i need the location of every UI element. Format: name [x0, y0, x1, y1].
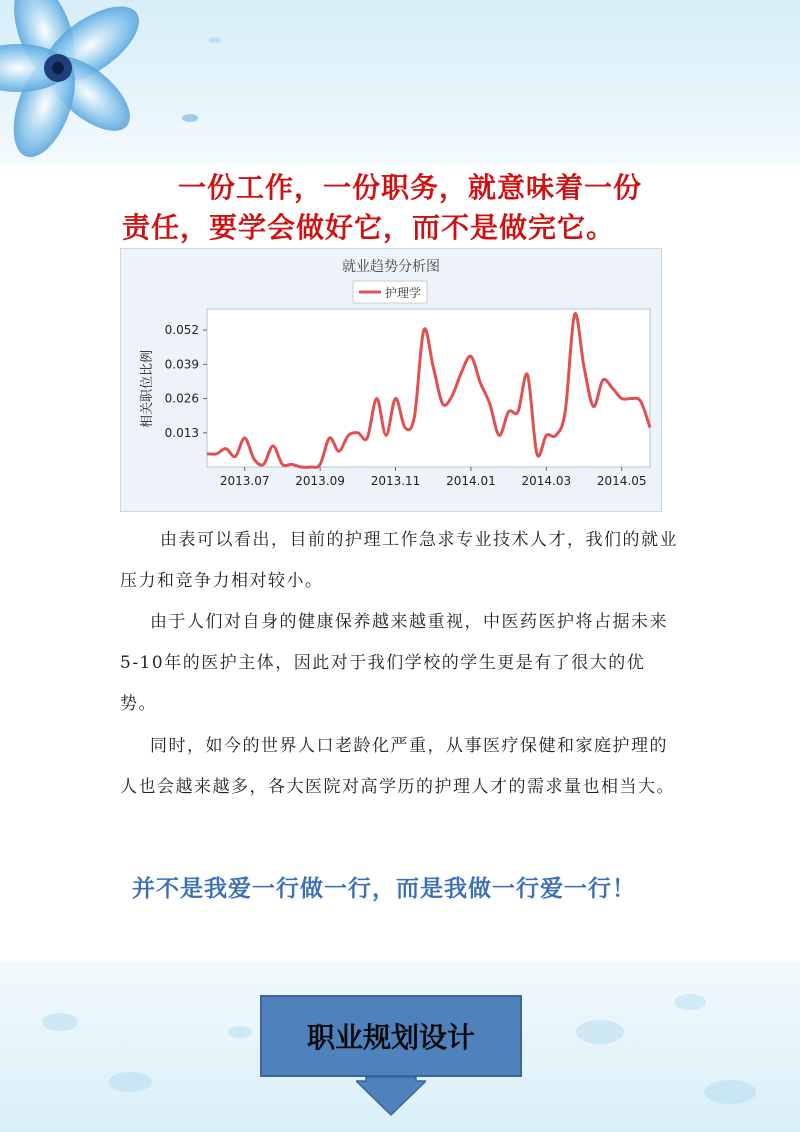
quote-line-2: 责任，要学会做好它，而不是做完它。	[122, 211, 616, 244]
paragraph-2: 由于人们对自身的健康保养越来越重视，中医药医护将占据未来5-10年的医护主体，因此对于我们学校的学生更是有了很大的优势。	[120, 612, 668, 714]
paragraph-3: 同时，如今的世界人口老龄化严重，从事医疗保健和家庭护理的人也会越来越多，各大医院对高学历的护理人才的需求量也相当大。	[120, 736, 675, 797]
quote-heading	[122, 168, 682, 248]
down-arrow-icon	[356, 1077, 426, 1117]
x-tick-label: 2014.05	[596, 474, 647, 488]
x-tick-label: 2014.01	[446, 474, 496, 488]
x-tick-label: 2013.09	[295, 474, 345, 488]
section-title-box	[260, 995, 522, 1077]
top-banner	[0, 0, 800, 165]
x-tick-label: 2013.07	[219, 474, 270, 488]
trend-chart	[120, 248, 662, 512]
legend-label: 护理学	[385, 286, 422, 300]
chart-title: 就业趋势分析图	[342, 259, 440, 275]
y-tick-label: 0.039	[164, 357, 199, 372]
y-axis-label: 相关职位比例	[140, 349, 155, 429]
y-tick-label: 0.026	[164, 391, 199, 406]
y-tick-label: 0.052	[164, 323, 199, 338]
y-tick-label: 0.013	[164, 425, 199, 440]
paragraph-1: 由表可以看出，目前的护理工作急求专业技术人才，我们的就业压力和竞争力相对较小。	[120, 530, 678, 591]
chart-canvas	[121, 249, 661, 511]
slogan: 并不是我爱一行做一行，而是我做一行爱一行！	[132, 875, 636, 902]
x-tick-label: 2013.11	[370, 474, 421, 488]
quote-line-1: 一份工作，一份职务，就意味着一份	[178, 171, 643, 204]
flower-decoration-icon	[0, 0, 800, 165]
x-tick-label: 2014.03	[521, 474, 572, 488]
section-title: 职业规划设计	[306, 1021, 475, 1054]
plot-area	[207, 309, 650, 467]
